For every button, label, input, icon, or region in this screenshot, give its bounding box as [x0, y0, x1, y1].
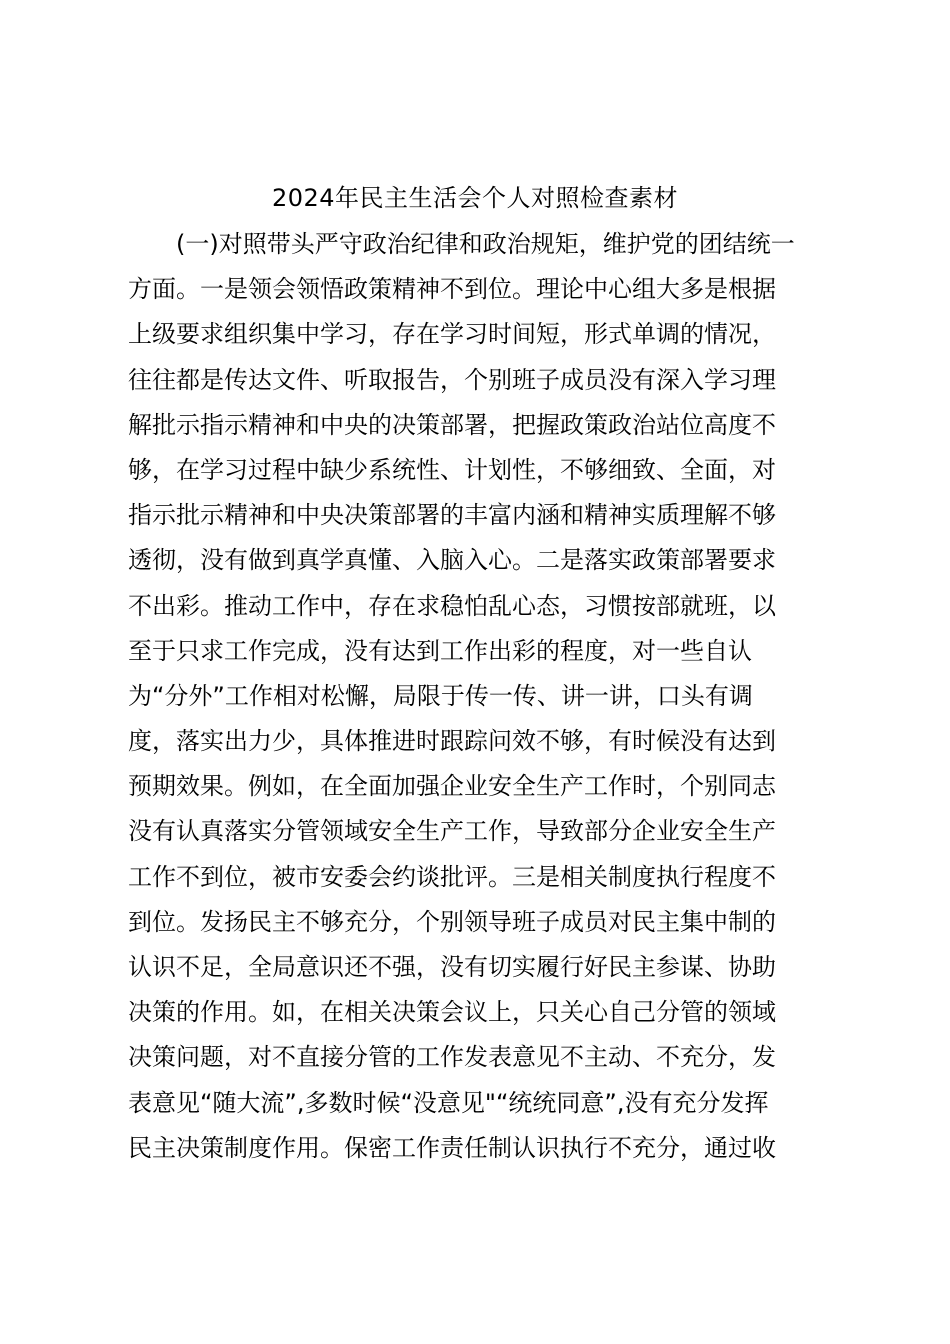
body-line: 决策的作用。如，在相关决策会议上，只关心自己分管的领域: [128, 998, 776, 1027]
body-line: 工作不到位，被市安委会约谈批评。三是相关制度执行程度不: [128, 862, 776, 891]
body-line: 表意见“随大流”,多数时候“没意见"“统统同意”,没有充分发挥: [128, 1088, 769, 1117]
body-line: (一)对照带头严守政治纪律和政治规矩，维护党的团结统一: [128, 230, 795, 258]
body-line: 上级要求组织集中学习，存在学习时间短，形式单调的情况，: [128, 320, 776, 349]
body-line: 为“分外”工作相对松懈，局限于传一传、讲一讲，口头有调: [128, 681, 753, 710]
body-line: 民主决策制度作用。保密工作责任制认识执行不充分，通过收: [128, 1133, 776, 1162]
body-line: 够，在学习过程中缺少系统性、计划性，不够细致、全面，对: [128, 455, 776, 484]
body-line: 方面。一是领会领悟政策精神不到位。理论中心组大多是根据: [128, 275, 776, 304]
document-body: [128, 222, 828, 1171]
body-line: 没有认真落实分管领域安全生产工作，导致部分企业安全生产: [128, 817, 776, 846]
body-line: 不出彩。推动工作中，存在求稳怕乱心态，习惯按部就班，以: [128, 591, 776, 620]
body-line: 至于只求工作完成，没有达到工作出彩的程度，对一些自认: [128, 636, 752, 665]
body-line: 度，落实出力少，具体推进时跟踪问效不够，有时候没有达到: [128, 727, 776, 756]
body-line: 到位。发扬民主不够充分，个别领导班子成员对民主集中制的: [128, 907, 776, 936]
body-line: 预期效果。例如，在全面加强企业安全生产工作时，个别同志: [128, 772, 776, 801]
body-line: 透彻，没有做到真学真懂、入脑入心。二是落实政策部署要求: [128, 546, 776, 575]
body-line: 认识不足，全局意识还不强，没有切实履行好民主参谋、协助: [128, 953, 776, 981]
body-line: 决策问题，对不直接分管的工作发表意见不主动、不充分，发: [128, 1043, 776, 1072]
body-line: 往往都是传达文件、听取报告，个别班子成员没有深入学习理: [128, 365, 776, 394]
body-line: 指示批示精神和中央决策部署的丰富内涵和精神实质理解不够: [128, 501, 776, 530]
body-line: 解批示指示精神和中央的决策部署，把握政策政治站位高度不: [128, 410, 776, 439]
document-title: 2024年民主生活会个人对照检查素材: [271, 184, 679, 212]
